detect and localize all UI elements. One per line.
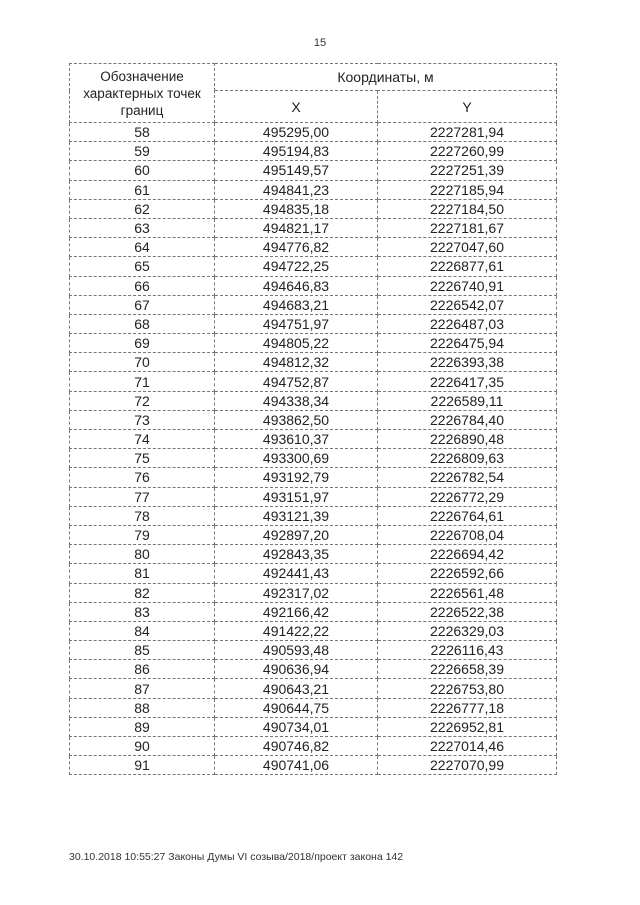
y-coordinate-cell: 2226877,61 — [378, 257, 557, 276]
table-row — [70, 487, 557, 506]
y-coordinate-cell: 2226772,29 — [378, 487, 557, 506]
coordinates-header: Координаты, м — [215, 64, 557, 91]
y-coordinate-cell: 2226753,80 — [378, 679, 557, 698]
x-coordinate-cell: 494338,34 — [215, 391, 378, 410]
y-coordinate-cell: 2226329,03 — [378, 621, 557, 640]
y-coordinate-cell: 2226592,66 — [378, 564, 557, 583]
x-coordinate-cell: 493151,97 — [215, 487, 378, 506]
table-row — [70, 756, 557, 775]
x-coordinate-cell: 494646,83 — [215, 276, 378, 295]
page-number: 15 — [313, 37, 327, 49]
document-footer: 30.10.2018 10:55:27 Законы Думы VI созыва/2018/проект закона 142 — [69, 851, 404, 863]
point-designation-header: Обозначение характерных точек границ — [70, 64, 215, 123]
table-row — [70, 276, 557, 295]
y-coordinate-cell: 2227184,50 — [378, 199, 557, 218]
y-coordinate-cell: 2226782,54 — [378, 468, 557, 487]
table-row — [70, 180, 557, 199]
x-coordinate-cell: 490636,94 — [215, 660, 378, 679]
point-number-cell: 90 — [70, 737, 215, 756]
x-coordinate-cell: 492441,43 — [215, 564, 378, 583]
y-coordinate-cell: 2226542,07 — [378, 295, 557, 314]
table-row — [70, 334, 557, 353]
point-number-cell: 91 — [70, 756, 215, 775]
x-coordinate-cell: 493610,37 — [215, 430, 378, 449]
y-coordinate-cell: 2226764,61 — [378, 506, 557, 525]
x-coordinate-cell: 494821,17 — [215, 218, 378, 237]
table-row — [70, 602, 557, 621]
table-row — [70, 353, 557, 372]
y-coordinate-cell: 2227260,99 — [378, 142, 557, 161]
y-coordinate-cell: 2226417,35 — [378, 372, 557, 391]
point-number-cell: 88 — [70, 698, 215, 717]
x-coordinate-cell: 494752,87 — [215, 372, 378, 391]
point-number-cell: 74 — [70, 430, 215, 449]
x-coordinate-cell: 492166,42 — [215, 602, 378, 621]
coordinates-table — [69, 63, 557, 775]
point-number-cell: 83 — [70, 602, 215, 621]
point-number-cell: 58 — [70, 123, 215, 142]
x-coordinate-cell: 494841,23 — [215, 180, 378, 199]
y-coordinate-cell: 2226890,48 — [378, 430, 557, 449]
y-coordinate-cell: 2226740,91 — [378, 276, 557, 295]
x-coordinate-cell: 490734,01 — [215, 717, 378, 736]
table-row — [70, 641, 557, 660]
table-row — [70, 295, 557, 314]
y-coordinate-cell: 2226708,04 — [378, 525, 557, 544]
y-coordinate-cell: 2226561,48 — [378, 583, 557, 602]
x-coordinate-cell: 494722,25 — [215, 257, 378, 276]
point-number-cell: 67 — [70, 295, 215, 314]
table-row — [70, 218, 557, 237]
x-coordinate-cell: 490593,48 — [215, 641, 378, 660]
point-number-cell: 65 — [70, 257, 215, 276]
point-number-cell: 82 — [70, 583, 215, 602]
coordinates-table-body — [70, 123, 557, 775]
table-row — [70, 737, 557, 756]
point-number-cell: 61 — [70, 180, 215, 199]
y-coordinate-cell: 2227281,94 — [378, 123, 557, 142]
table-row — [70, 238, 557, 257]
table-row — [70, 142, 557, 161]
table-row — [70, 161, 557, 180]
y-coordinate-cell: 2227014,46 — [378, 737, 557, 756]
y-coordinate-cell: 2226694,42 — [378, 545, 557, 564]
point-number-cell: 66 — [70, 276, 215, 295]
x-coordinate-cell: 493862,50 — [215, 410, 378, 429]
point-number-cell: 69 — [70, 334, 215, 353]
table-row — [70, 257, 557, 276]
point-number-cell: 60 — [70, 161, 215, 180]
point-number-cell: 78 — [70, 506, 215, 525]
point-number-cell: 86 — [70, 660, 215, 679]
y-coordinate-cell: 2226658,39 — [378, 660, 557, 679]
x-coordinate-cell: 492897,20 — [215, 525, 378, 544]
y-coordinate-cell: 2226809,63 — [378, 449, 557, 468]
table-row — [70, 372, 557, 391]
x-coordinate-cell: 490741,06 — [215, 756, 378, 775]
point-number-cell: 71 — [70, 372, 215, 391]
table-row — [70, 123, 557, 142]
x-coordinate-cell: 490644,75 — [215, 698, 378, 717]
y-coordinate-cell: 2227251,39 — [378, 161, 557, 180]
x-coordinate-cell: 490643,21 — [215, 679, 378, 698]
x-coordinate-cell: 490746,82 — [215, 737, 378, 756]
y-coordinate-cell: 2227047,60 — [378, 238, 557, 257]
table-row — [70, 468, 557, 487]
y-coordinate-cell: 2226952,81 — [378, 717, 557, 736]
table-row — [70, 583, 557, 602]
point-number-cell: 73 — [70, 410, 215, 429]
table-row — [70, 621, 557, 640]
table-row — [70, 314, 557, 333]
point-number-cell: 64 — [70, 238, 215, 257]
x-coordinate-cell: 495194,83 — [215, 142, 378, 161]
y-coordinate-cell: 2226116,43 — [378, 641, 557, 660]
point-number-cell: 72 — [70, 391, 215, 410]
table-row — [70, 679, 557, 698]
table-row — [70, 430, 557, 449]
table-row — [70, 410, 557, 429]
x-column-header: X — [215, 91, 378, 123]
x-coordinate-cell: 494751,97 — [215, 314, 378, 333]
y-coordinate-cell: 2226487,03 — [378, 314, 557, 333]
point-number-cell: 89 — [70, 717, 215, 736]
table-row — [70, 564, 557, 583]
y-coordinate-cell: 2227181,67 — [378, 218, 557, 237]
x-coordinate-cell: 492843,35 — [215, 545, 378, 564]
x-coordinate-cell: 494805,22 — [215, 334, 378, 353]
y-coordinate-cell: 2227070,99 — [378, 756, 557, 775]
y-coordinate-cell: 2226784,40 — [378, 410, 557, 429]
x-coordinate-cell: 492317,02 — [215, 583, 378, 602]
point-number-cell: 76 — [70, 468, 215, 487]
point-number-cell: 85 — [70, 641, 215, 660]
point-number-cell: 75 — [70, 449, 215, 468]
point-number-cell: 62 — [70, 199, 215, 218]
y-coordinate-cell: 2226522,38 — [378, 602, 557, 621]
x-coordinate-cell: 494812,32 — [215, 353, 378, 372]
point-number-cell: 70 — [70, 353, 215, 372]
y-coordinate-cell: 2226475,94 — [378, 334, 557, 353]
point-number-cell: 87 — [70, 679, 215, 698]
table-row — [70, 545, 557, 564]
point-number-cell: 84 — [70, 621, 215, 640]
x-coordinate-cell: 491422,22 — [215, 621, 378, 640]
y-coordinate-cell: 2226393,38 — [378, 353, 557, 372]
x-coordinate-cell: 495295,00 — [215, 123, 378, 142]
table-row — [70, 717, 557, 736]
table-row — [70, 506, 557, 525]
x-coordinate-cell: 495149,57 — [215, 161, 378, 180]
point-number-cell: 77 — [70, 487, 215, 506]
table-row — [70, 525, 557, 544]
table-row — [70, 698, 557, 717]
y-coordinate-cell: 2227185,94 — [378, 180, 557, 199]
y-coordinate-cell: 2226589,11 — [378, 391, 557, 410]
y-coordinate-cell: 2226777,18 — [378, 698, 557, 717]
table-row — [70, 449, 557, 468]
point-number-cell: 63 — [70, 218, 215, 237]
table-row — [70, 660, 557, 679]
point-number-cell: 68 — [70, 314, 215, 333]
point-number-cell: 79 — [70, 525, 215, 544]
x-coordinate-cell: 493192,79 — [215, 468, 378, 487]
point-number-cell: 80 — [70, 545, 215, 564]
point-number-cell: 81 — [70, 564, 215, 583]
table-row — [70, 199, 557, 218]
table-row — [70, 391, 557, 410]
x-coordinate-cell: 493300,69 — [215, 449, 378, 468]
x-coordinate-cell: 493121,39 — [215, 506, 378, 525]
y-column-header: Y — [378, 91, 557, 123]
x-coordinate-cell: 494835,18 — [215, 199, 378, 218]
point-number-cell: 59 — [70, 142, 215, 161]
x-coordinate-cell: 494683,21 — [215, 295, 378, 314]
x-coordinate-cell: 494776,82 — [215, 238, 378, 257]
